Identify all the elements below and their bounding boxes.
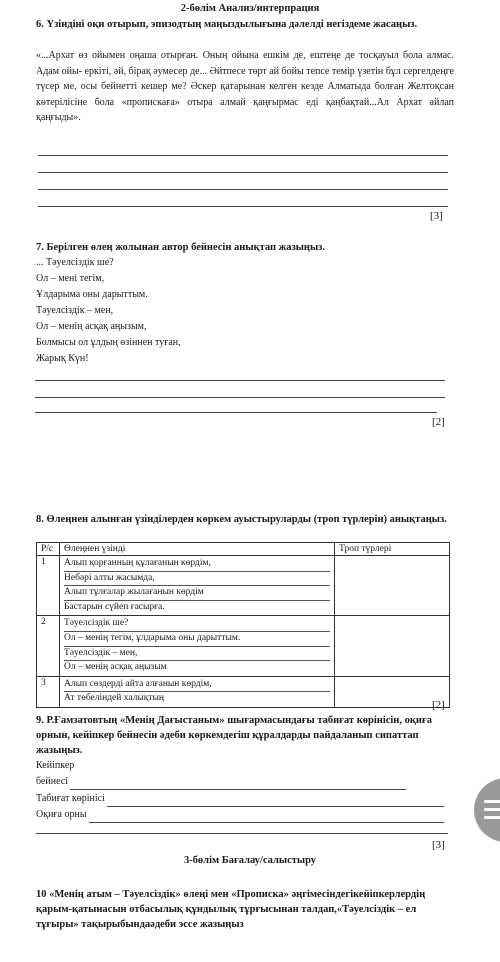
nature-scene-field[interactable]	[36, 791, 444, 807]
question-8: 8. Өлеңнен алынған үзінділерден көркем ауыстыруларды (троп түрлерін) анықтаңыз.	[36, 514, 447, 525]
question-6-score: [3]	[430, 210, 443, 222]
question-8-score: [2]	[432, 699, 445, 711]
character-label	[36, 758, 74, 774]
row-excerpt	[60, 616, 335, 676]
excerpt-line: Ол – менің асқақ аңызым	[64, 662, 167, 673]
field-label: Табиғат көрінісі	[36, 793, 105, 804]
answer-line[interactable]	[70, 779, 406, 790]
poem-line: Ұлдарыма оны дарыттым.	[36, 289, 148, 300]
row-number: 2	[37, 616, 60, 676]
poem-line: ... Тәуелсіздік ше?	[36, 257, 114, 268]
answer-line[interactable]	[107, 796, 444, 807]
field-label: бейнесі	[36, 776, 69, 787]
answer-line[interactable]	[38, 189, 448, 190]
poem-line: Жарық Күн!	[36, 353, 89, 364]
table-row	[37, 616, 450, 676]
question-10: 10 «Менің атым – Тәуелсіздік» өлеңі мен «Прописка» әңгімесіндегікейіпкерлердің қарым-қатынасын отбасылық құндылық тұрғысынан талдап,«Тәуелсіздік – ел тұғыры» тақырыбындаәдеби эссе жазыңыз	[36, 889, 426, 930]
row-excerpt	[60, 676, 335, 707]
question-6-excerpt: «...Архат өз ойымен оңаша отырған. Оның ойына ешкім де, ештеңе де тосқауыл бола алмас. Адам ойы- еркіті, әй, бірақ әумесер де... Әйтпесе төрт ай бойы тепсе темір үзетін бұл сергелдеңге түсер ме, осы бейнетті кешер ме? Әскер қатарынан келген кезде Алматыда болған Желтоқсан көтерілісіне бола «пропискаға» отыра алмай қаңғырмас еді қаңбақтай...Ал Архат айлап қаңғыды».	[36, 50, 454, 123]
section-2-title: 2-бөлім Анализ/интерпрация	[180, 3, 320, 14]
poem-line: Болмысы ол ұлдың өзіннен туған,	[36, 337, 181, 348]
section-3-title: 3-бөлім Бағалау/салыстыру	[183, 855, 317, 866]
trope-answer-cell[interactable]	[335, 616, 450, 676]
question-6: 6. Үзіндіні оқи отырып, эпизодтың маңыздылығына дәлелді негіздеме жасаңыз.	[36, 19, 418, 30]
excerpt-line: Тәуелсіздік ше?	[64, 617, 330, 632]
character-image-field[interactable]	[36, 774, 406, 790]
answer-line[interactable]	[38, 206, 448, 207]
table-row	[37, 556, 450, 616]
answer-line[interactable]	[38, 172, 448, 173]
question-7-score: [2]	[432, 416, 445, 428]
excerpt-line: Ол – менің тегім, ұлдарыма оны дарыттым.	[64, 632, 330, 647]
col-header-number: Р/с	[37, 543, 60, 556]
excerpt-line: Алып қорғанның құлағанын көрдім,	[64, 557, 330, 572]
excerpt-line: Тәуелсіздік – мен,	[64, 647, 330, 662]
excerpt-line: Бастарын сүйеп ғасырға.	[64, 601, 165, 612]
event-place-field[interactable]	[36, 807, 444, 823]
col-header-trope-types: Троп түрлері	[335, 543, 450, 556]
trope-table	[36, 542, 450, 708]
poem-line: Ол – мені тегім,	[36, 273, 105, 284]
question-7-poem	[36, 255, 336, 367]
excerpt-line: Алып сөздерді айта алғанын көрдім,	[64, 678, 330, 693]
row-number: 3	[37, 676, 60, 707]
answer-line[interactable]	[35, 412, 437, 413]
question-9: 9. Р.Ғамзатовтың «Менің Дағыстаным» шығармасындағы табиғат көрінісін, оқиға орнын, кейіпкер бейнесін әдеби көркемдегіш құралдарды пайдаланып сипаттап жазыңыз.	[36, 715, 432, 756]
answer-line[interactable]	[38, 155, 448, 156]
row-excerpt	[60, 556, 335, 616]
table-header-row	[37, 543, 450, 556]
col-header-excerpt: Өлеңнен үзінді	[60, 543, 335, 556]
answer-line[interactable]	[35, 380, 445, 381]
excerpt-line: Ат төбеліндей халықтың	[64, 693, 164, 704]
answer-line[interactable]	[35, 397, 445, 398]
question-7: 7. Берілген өлең жолынан автор бейнесін анықтап жазыңыз.	[36, 242, 326, 253]
field-label: Оқиға орны	[36, 809, 87, 820]
poem-line: Тәуелсіздік – мен,	[36, 305, 114, 316]
question-9-score: [3]	[432, 839, 445, 851]
excerpt-line: Небәрі алты жасымда,	[64, 572, 330, 587]
excerpt-line: Алып тұлғалар жылағанын көрдім	[64, 586, 330, 601]
trope-answer-cell[interactable]	[335, 556, 450, 616]
table-row	[37, 676, 450, 707]
menu-button[interactable]	[474, 778, 500, 842]
field-label: Кейіпкер	[36, 760, 75, 771]
answer-line[interactable]	[36, 833, 448, 834]
poem-line: Ол – менің асқақ аңызым,	[36, 321, 147, 332]
answer-line[interactable]	[89, 812, 444, 823]
row-number: 1	[37, 556, 60, 616]
